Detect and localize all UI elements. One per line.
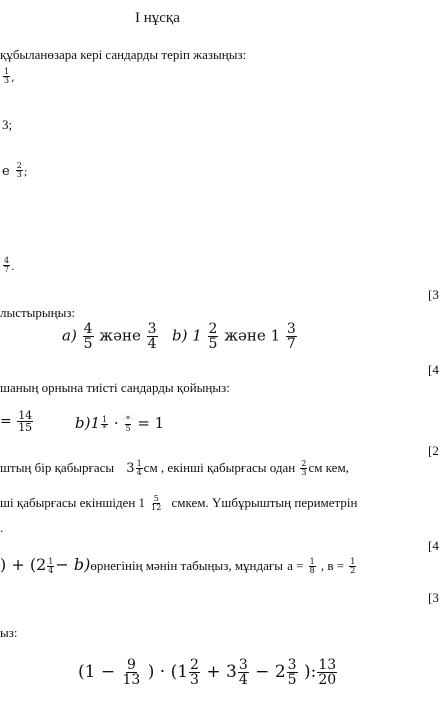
q3-text: шаның орнына тиісті сандарды қойыңыз:	[0, 380, 230, 395]
q4-line3: .	[0, 520, 4, 535]
q1-line4: $\frac{4}{7}$ .	[4, 256, 15, 274]
q4-line2: ші қабырғасы екіншіден 1 $\frac{5}{12}$ смкем. Үшбұрыштың периметрін	[0, 494, 358, 512]
q3-part-b: b)1 $\frac{1}{*}$ · $\frac{*}{5}$ = 1	[75, 414, 165, 433]
q5-line: ) + (2 $\frac{1}{4}$ − b)өрнегінің мәнін табыңыз, мұндағы а = $\frac{1}{8}$ , в = $\frac{1}{2}$	[0, 555, 356, 575]
q6-text: ыз:	[0, 625, 18, 640]
q1-text: құбыланөзара кері сандарды теріп жазыңыз:	[0, 47, 247, 62]
q2-score: [4	[428, 362, 439, 377]
q1-line1: $\frac{1}{3}$ ,	[4, 67, 15, 85]
q2-text: лыстырыңыз:	[0, 305, 76, 320]
q2-compare-b: b) 1 $\frac{2}{5}$ және 1 $\frac{3}{7}$	[172, 321, 296, 352]
q4-score: [4	[428, 538, 439, 553]
page-title: I нұсқа	[135, 10, 180, 26]
q3-score: [2	[428, 443, 439, 458]
q4-line1: штың бір қабырғасы 3 $\frac{1}{4}$ см , екінші қабырғасы одан $\frac{2}{3}$ см кем,	[0, 459, 349, 477]
q1-score: [3	[428, 287, 439, 302]
q3-part-a: = $\frac{14}{15}$	[0, 409, 33, 434]
q6-expression: (1 − $\frac{9}{13}$ ) · (1 $\frac{2}{3}$ + 3 $\frac{3}{4}$ − 2 $\frac{3}{5}$ ): $\frac{13}{20}$	[78, 657, 337, 688]
q1-line3: е $\frac{2}{3}$ ;	[2, 161, 28, 179]
q2-compare-a: а) $\frac{4}{5}$ және $\frac{3}{4}$	[62, 321, 157, 352]
q5-score: [3	[428, 590, 439, 605]
q1-line2: 3;	[2, 117, 13, 132]
